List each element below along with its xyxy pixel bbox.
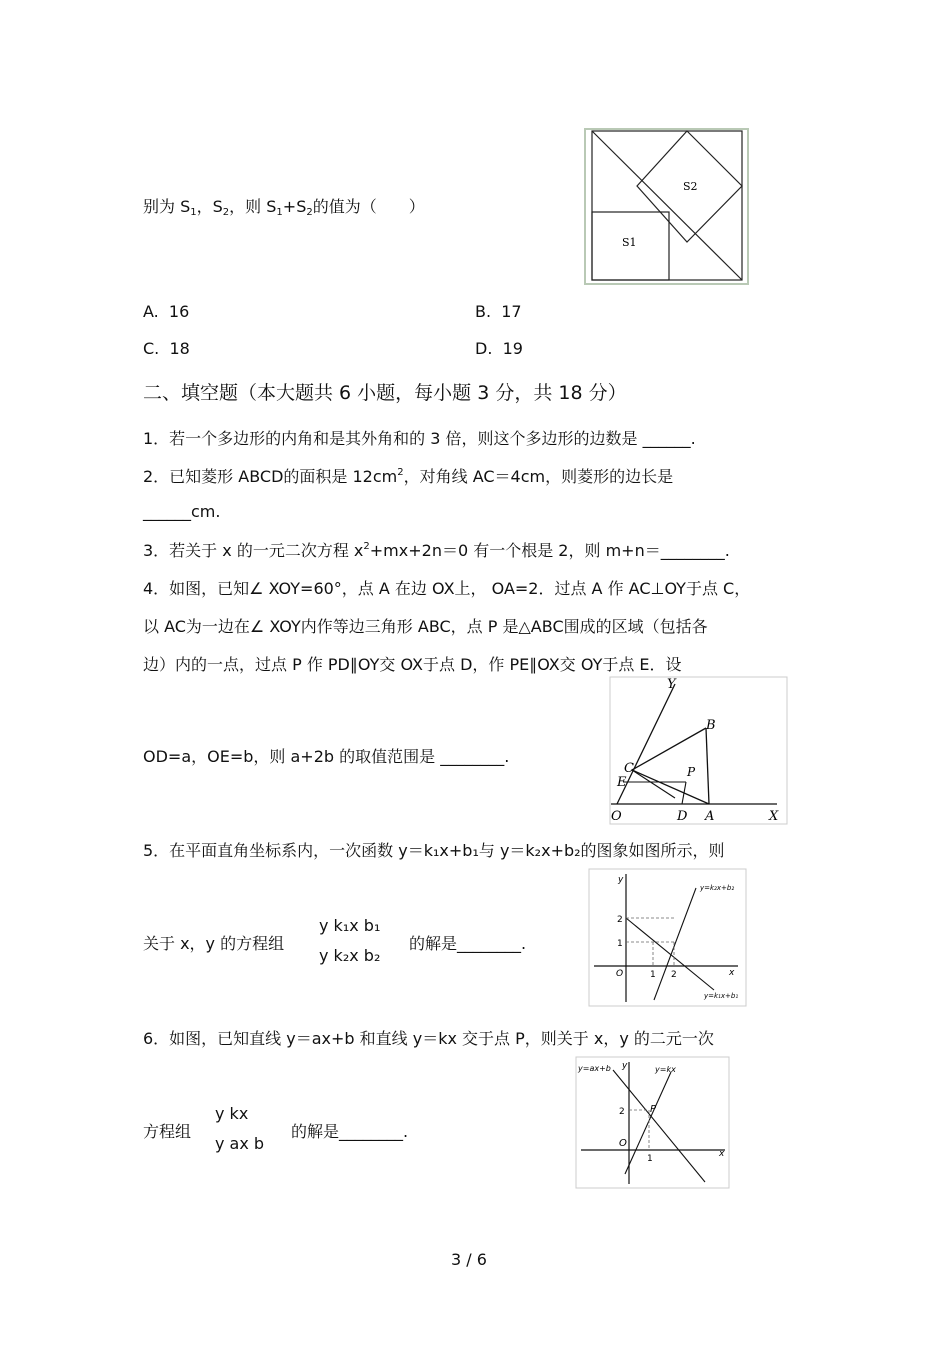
point-p: P xyxy=(650,1104,657,1115)
q6-figure xyxy=(575,1056,731,1190)
q4-figure xyxy=(609,676,789,826)
tick-y-2: 2 xyxy=(619,1107,625,1117)
square-figure xyxy=(584,128,750,286)
label-o: O xyxy=(611,809,622,824)
label-s1: S1 xyxy=(622,236,637,249)
label-s2: S2 xyxy=(683,180,698,193)
label-e: E xyxy=(617,775,627,790)
question-5-post: 的解是________. xyxy=(409,934,527,953)
axis-x: x xyxy=(729,968,735,978)
question-2-line2: ______cm. xyxy=(143,502,221,521)
option-a: A. 16 xyxy=(143,302,190,321)
question-2-line1: 2．已知菱形 ABCD的面积是 $12cm^2$，对角线 AC＝4cm，则菱形的边长是 xyxy=(143,467,674,486)
question-5-line1: 5．在平面直角坐标系内，一次函数 y＝k₁x+b₁与 y＝k₂x+b₂的图象如图所示，则 xyxy=(143,841,725,860)
line-label-k2: y=k₂x+b₂ xyxy=(700,884,735,892)
option-d: D. 19 xyxy=(475,339,523,358)
page-number: 3 / 6 xyxy=(451,1250,487,1269)
label-x: X xyxy=(769,809,779,824)
question-1: 1．若一个多边形的内角和是其外角和的 3 倍，则这个多边形的边数是 ______. xyxy=(143,429,696,448)
question-6-pre: 方程组 xyxy=(143,1122,192,1141)
label-d: D xyxy=(677,809,688,824)
tick-x-1: 1 xyxy=(647,1154,653,1164)
q-prev-stem: 别为 $S_1$，$S_2$，则 $S_1+S_2$的值为（ ） xyxy=(143,197,425,218)
q5-system-eq1: y k₁x b₁ xyxy=(319,916,381,935)
question-5-pre: 关于 x，y 的方程组 xyxy=(143,934,285,953)
label-a: A xyxy=(705,809,715,824)
option-b: B. 17 xyxy=(475,302,522,321)
tick-y-2: 2 xyxy=(617,915,623,925)
origin: O xyxy=(619,1138,627,1149)
question-4-line2: 以 AC为一边在∠ XOY内作等边三角形 ABC，点 P 是△ABC围成的区域（包括各 xyxy=(143,617,708,636)
label-y: Y xyxy=(667,677,676,692)
label-p: P xyxy=(687,765,696,779)
line-label-k1: y=k₁x+b₁ xyxy=(704,992,739,1000)
question-4-line4: OD=a，OE=b，则 a+2b 的取值范围是 ________. xyxy=(143,747,510,766)
axis-x: x xyxy=(719,1149,725,1159)
question-3: 3．若关于 x 的一元二次方程 $x^2+mx+2n=0$ 有一个根是 2，则 m+n＝________. xyxy=(143,541,730,560)
origin: O xyxy=(616,969,624,979)
question-6-post: 的解是________. xyxy=(291,1122,409,1141)
option-c: C. 18 xyxy=(143,339,190,358)
q6-system-eq2: y ax b xyxy=(215,1134,265,1153)
q5-system-eq2: y k₂x b₂ xyxy=(319,946,381,965)
line-label-ax-b: y=ax+b xyxy=(578,1064,611,1073)
q6-system-eq1: y kx xyxy=(215,1104,249,1123)
question-4-line3: 边）内的一点，过点 P 作 PD∥OY交 OX于点 D，作 PE∥OX交 OY于点 E．设 xyxy=(143,655,682,674)
line-label-kx: y=kx xyxy=(655,1065,676,1074)
axis-y: y xyxy=(622,1061,628,1071)
tick-x-2: 2 xyxy=(671,970,677,980)
tick-y-1: 1 xyxy=(617,939,623,949)
section-title: 二、填空题（本大题共 6 小题，每小题 3 分，共 18 分） xyxy=(143,382,627,404)
tick-x-1: 1 xyxy=(650,970,656,980)
label-b: B xyxy=(706,718,716,733)
q5-figure xyxy=(588,868,748,1008)
question-4-line1: 4．如图，已知∠ XOY=60°，点 A 在边 OX上， OA=2．过点 A 作 AC⊥OY于点 C， xyxy=(143,579,751,598)
question-6-line1: 6．如图，已知直线 y＝ax+b 和直线 y＝kx 交于点 P，则关于 x，y 的二元一次 xyxy=(143,1029,714,1048)
axis-y: y xyxy=(618,875,624,885)
label-c: C xyxy=(624,761,634,776)
